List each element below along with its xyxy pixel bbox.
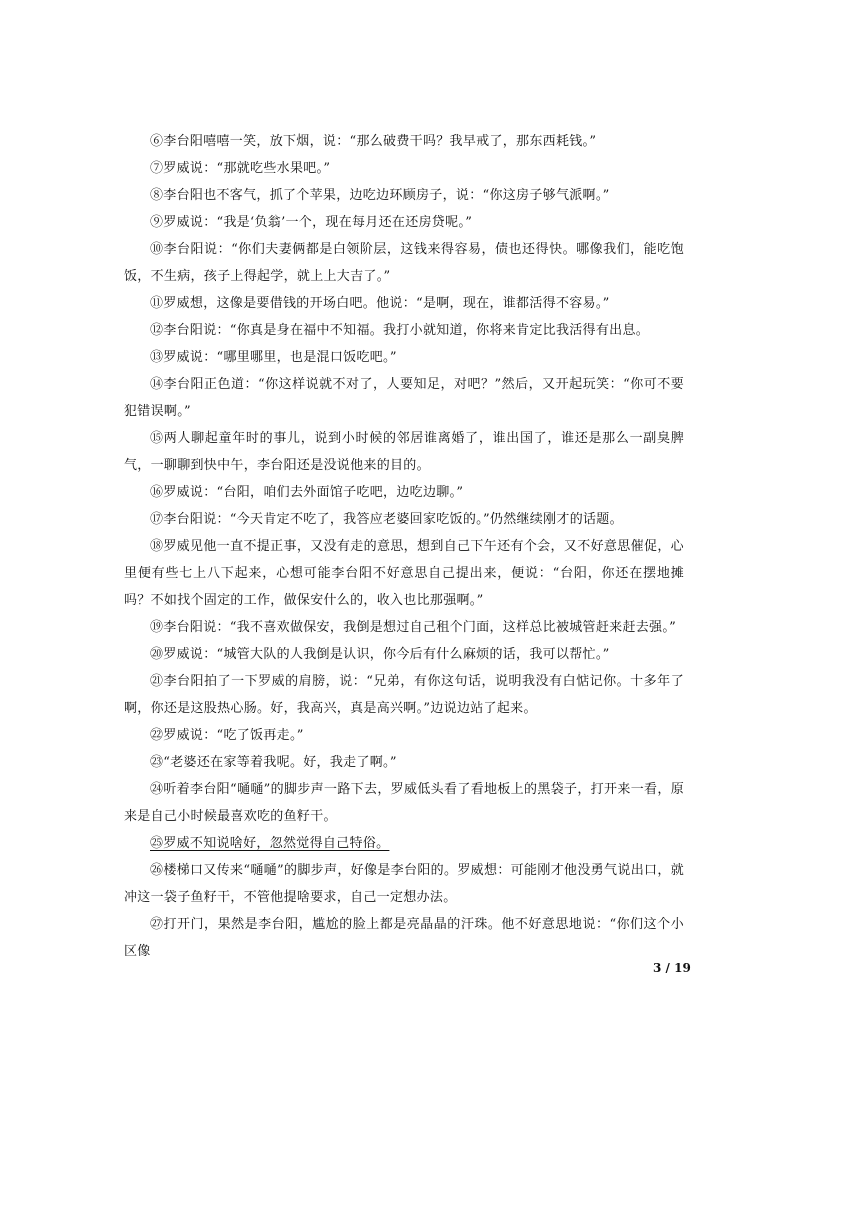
- paragraph-27: ㉗打开门，果然是李台阳，尴尬的脸上都是亮晶晶的汗珠。他不好意思地说：“你们这个小区像: [124, 917, 684, 959]
- paragraph-22: ㉒罗威说：“吃了饭再走。”: [150, 728, 304, 743]
- paragraph-26: ㉖楼梯口又传来“嗵嗵”的脚步声，好像是李台阳的。罗威想：可能刚才他没勇气说出口，就冲这一袋子鱼籽干，不管他提啥要求，自己一定想办法。: [124, 863, 684, 905]
- paragraph-14: ⑭李台阳正色道：“你这样说就不对了，人要知足，对吧？”然后，又开起玩笑：“你可不要犯错误啊。”: [124, 377, 684, 419]
- paragraph-23: ㉓“老婆还在家等着我呢。好，我走了啊。”: [150, 755, 397, 770]
- underlined-sentence: ㉕罗威不知说啥好，忽然觉得自己特俗。: [150, 836, 390, 851]
- paragraph-9: ⑨罗威说：“我是‘负翁’一个，现在每月还在还房贷呢。”: [150, 215, 473, 230]
- paragraph-19: ⑲李台阳说：“我不喜欢做保安，我倒是想过自己租个门面，这样总比被城管赶来赶去强。”: [150, 620, 677, 635]
- paragraph-13: ⑬罗威说：“哪里哪里，也是混口饭吃吧。”: [150, 350, 397, 365]
- paragraph-25-underlined: [124, 830, 684, 857]
- paragraph-24: ㉔听着李台阳“嗵嗵”的脚步声一路下去，罗威低头看了看地板上的黑袋子，打开来一看，原来是自己小时候最喜欢吃的鱼籽干。: [124, 782, 684, 824]
- paragraph-12: ⑫李台阳说：“你真是身在福中不知福。我打小就知道，你将来肯定比我活得有出息。: [150, 323, 650, 338]
- paragraph-11: ⑪罗威想，这像是要借钱的开场白吧。他说：“是啊，现在，谁都活得不容易。”: [150, 296, 610, 311]
- paragraph-10: ⑩李台阳说：“你们夫妻俩都是白领阶层，这钱来得容易，债也还得快。哪像我们，能吃饱饭，不生病，孩子上得起学，就上上大吉了。”: [124, 242, 684, 284]
- paragraph-7: ⑦罗威说：“那就吃些水果吧。”: [150, 161, 331, 176]
- paragraph-18: ⑱罗威见他一直不提正事，又没有走的意思，想到自己下午还有个会，又不好意思催促，心里便有些七上八下起来，心想可能李台阳不好意思自己提出来，便说：“台阳，你还在摆地摊吗？不如找个固定的工作，做保安什么的，收入也比那强啊。”: [124, 539, 684, 608]
- story-text: [124, 128, 684, 965]
- paragraph-6: ⑥李台阳嘻嘻一笑，放下烟，说：“那么破费干吗？我早戒了，那东西耗钱。”: [150, 134, 597, 149]
- paragraph-20: ⑳罗威说：“城管大队的人我倒是认识，你今后有什么麻烦的话，我可以帮忙。”: [150, 647, 610, 662]
- paragraph-8: ⑧李台阳也不客气，抓了个苹果，边吃边环顾房子，说：“你这房子够气派啊。”: [150, 188, 610, 203]
- page-number: 3 / 19: [653, 961, 691, 975]
- paragraph-21: ㉑李台阳拍了一下罗威的肩膀，说：“兄弟，有你这句话，说明我没有白惦记你。十多年了啊，你还是这股热心肠。好，我高兴，真是高兴啊。”边说边站了起来。: [124, 674, 684, 716]
- paragraph-17: ⑰李台阳说：“今天肯定不吃了，我答应老婆回家吃饭的。”仍然继续刚才的话题。: [150, 512, 623, 527]
- paragraph-16: ⑯罗威说：“台阳，咱们去外面馆子吃吧，边吃边聊。”: [150, 485, 464, 500]
- paragraph-15: ⑮两人聊起童年时的事儿，说到小时候的邻居谁离婚了，谁出国了，谁还是那么一副臭脾气，一聊聊到快中午，李台阳还是没说他来的目的。: [124, 431, 684, 473]
